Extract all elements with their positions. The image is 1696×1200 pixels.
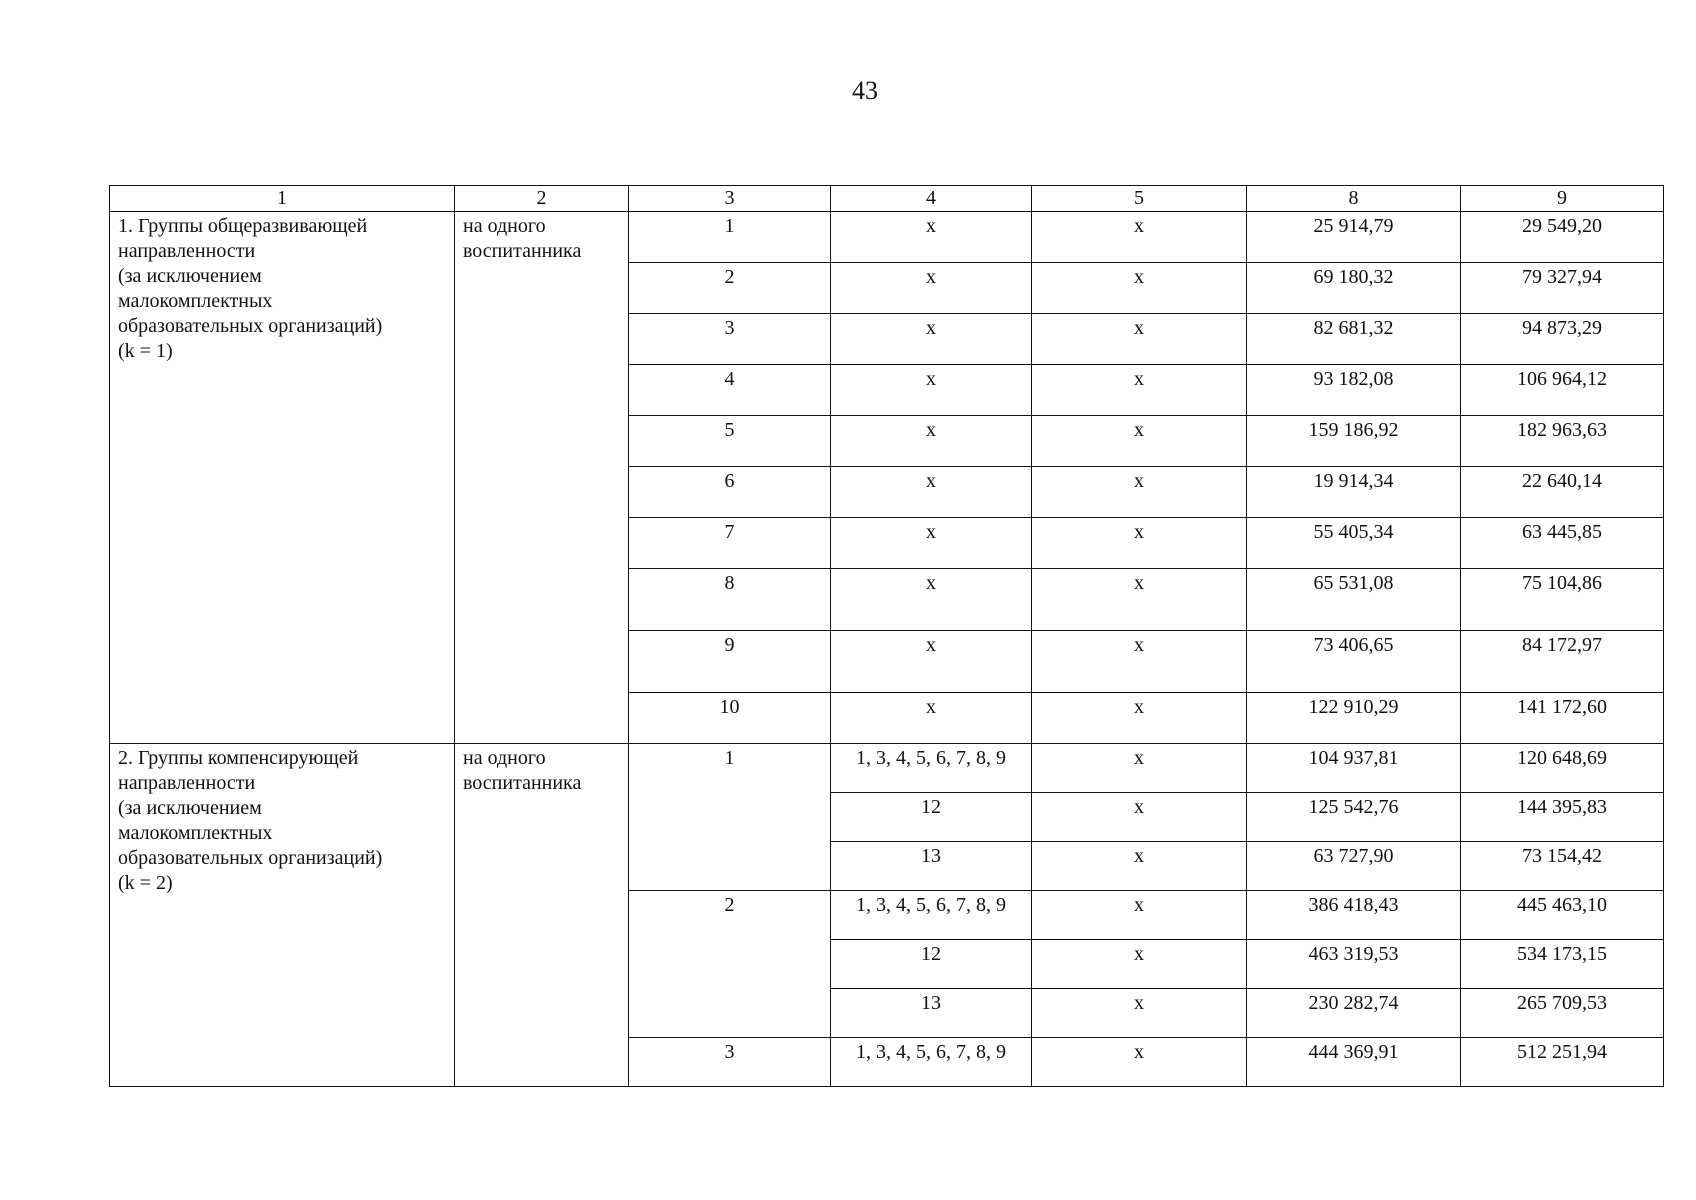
column-header: 8	[1247, 186, 1461, 212]
cell-c8: 93 182,08	[1247, 365, 1461, 416]
cell-c5: х	[1032, 263, 1247, 314]
table-row	[110, 744, 1664, 793]
cell-c4: 12	[831, 793, 1032, 842]
cell-c5: х	[1032, 693, 1247, 744]
cell-c9: 73 154,42	[1461, 842, 1664, 891]
column-header: 4	[831, 186, 1032, 212]
cell-c8: 386 418,43	[1247, 891, 1461, 940]
group-description: 1. Группы общеразвивающей направленности (за исключением малокомплектных образовательных организаций) (k = 1)	[110, 212, 455, 744]
cell-c4: х	[831, 212, 1032, 263]
cell-c9: 94 873,29	[1461, 314, 1664, 365]
header-row	[110, 186, 1664, 212]
cell-c4: х	[831, 518, 1032, 569]
cell-c4: 13	[831, 989, 1032, 1038]
column-header: 9	[1461, 186, 1664, 212]
cell-c3: 3	[629, 1038, 831, 1087]
cell-c8: 73 406,65	[1247, 631, 1461, 693]
group-description: 2. Группы компенсирующей направленности (за исключением малокомплектных образовательных организаций) (k = 2)	[110, 744, 455, 1087]
cell-c8: 104 937,81	[1247, 744, 1461, 793]
cell-c5: х	[1032, 940, 1247, 989]
column-header: 3	[629, 186, 831, 212]
cell-c5: х	[1032, 569, 1247, 631]
cell-c3: 2	[629, 891, 831, 1038]
cell-c5: х	[1032, 467, 1247, 518]
cell-c5: х	[1032, 744, 1247, 793]
table-row	[110, 212, 1664, 263]
cell-c8: 19 914,34	[1247, 467, 1461, 518]
cell-c3: 7	[629, 518, 831, 569]
cell-c5: х	[1032, 989, 1247, 1038]
column-header: 2	[455, 186, 629, 212]
cell-c4: х	[831, 416, 1032, 467]
cell-c4: х	[831, 693, 1032, 744]
cell-c3: 3	[629, 314, 831, 365]
cell-c3: 6	[629, 467, 831, 518]
cell-c3: 1	[629, 744, 831, 891]
cell-c3: 5	[629, 416, 831, 467]
cell-c9: 106 964,12	[1461, 365, 1664, 416]
cell-c5: х	[1032, 212, 1247, 263]
page-number: 43	[852, 76, 878, 105]
cell-c4: х	[831, 631, 1032, 693]
cell-c3: 8	[629, 569, 831, 631]
cell-c9: 534 173,15	[1461, 940, 1664, 989]
cell-c9: 75 104,86	[1461, 569, 1664, 631]
cell-c9: 445 463,10	[1461, 891, 1664, 940]
cell-c8: 444 369,91	[1247, 1038, 1461, 1087]
cell-c4: 12	[831, 940, 1032, 989]
cell-c9: 79 327,94	[1461, 263, 1664, 314]
cell-c4: 1, 3, 4, 5, 6, 7, 8, 9	[831, 891, 1032, 940]
cell-c8: 82 681,32	[1247, 314, 1461, 365]
cell-c8: 65 531,08	[1247, 569, 1461, 631]
cell-c5: х	[1032, 314, 1247, 365]
cell-c3: 10	[629, 693, 831, 744]
cell-c5: х	[1032, 1038, 1247, 1087]
group-unit: на одного воспитанника	[455, 212, 629, 744]
cell-c5: х	[1032, 891, 1247, 940]
tariff-table	[109, 185, 1664, 1087]
cell-c8: 55 405,34	[1247, 518, 1461, 569]
cell-c9: 141 172,60	[1461, 693, 1664, 744]
cell-c4: 1, 3, 4, 5, 6, 7, 8, 9	[831, 744, 1032, 793]
cell-c9: 182 963,63	[1461, 416, 1664, 467]
group-unit: на одного воспитанника	[455, 744, 629, 1087]
cell-c3: 9	[629, 631, 831, 693]
cell-c3: 1	[629, 212, 831, 263]
cell-c5: х	[1032, 793, 1247, 842]
cell-c8: 230 282,74	[1247, 989, 1461, 1038]
cell-c9: 144 395,83	[1461, 793, 1664, 842]
cell-c8: 122 910,29	[1247, 693, 1461, 744]
cell-c4: 13	[831, 842, 1032, 891]
cell-c8: 63 727,90	[1247, 842, 1461, 891]
cell-c9: 22 640,14	[1461, 467, 1664, 518]
cell-c3: 2	[629, 263, 831, 314]
cell-c5: х	[1032, 365, 1247, 416]
cell-c5: х	[1032, 631, 1247, 693]
column-header: 5	[1032, 186, 1247, 212]
cell-c9: 265 709,53	[1461, 989, 1664, 1038]
cell-c4: х	[831, 314, 1032, 365]
cell-c4: х	[831, 467, 1032, 518]
cell-c8: 125 542,76	[1247, 793, 1461, 842]
cell-c8: 159 186,92	[1247, 416, 1461, 467]
cell-c8: 25 914,79	[1247, 212, 1461, 263]
cell-c5: х	[1032, 518, 1247, 569]
cell-c4: х	[831, 569, 1032, 631]
cell-c3: 4	[629, 365, 831, 416]
cell-c4: х	[831, 263, 1032, 314]
cell-c5: х	[1032, 842, 1247, 891]
column-header: 1	[110, 186, 455, 212]
cell-c8: 69 180,32	[1247, 263, 1461, 314]
cell-c9: 512 251,94	[1461, 1038, 1664, 1087]
cell-c4: х	[831, 365, 1032, 416]
cell-c8: 463 319,53	[1247, 940, 1461, 989]
cell-c9: 29 549,20	[1461, 212, 1664, 263]
cell-c9: 84 172,97	[1461, 631, 1664, 693]
cell-c4: 1, 3, 4, 5, 6, 7, 8, 9	[831, 1038, 1032, 1087]
cell-c5: х	[1032, 416, 1247, 467]
cell-c9: 120 648,69	[1461, 744, 1664, 793]
cell-c9: 63 445,85	[1461, 518, 1664, 569]
